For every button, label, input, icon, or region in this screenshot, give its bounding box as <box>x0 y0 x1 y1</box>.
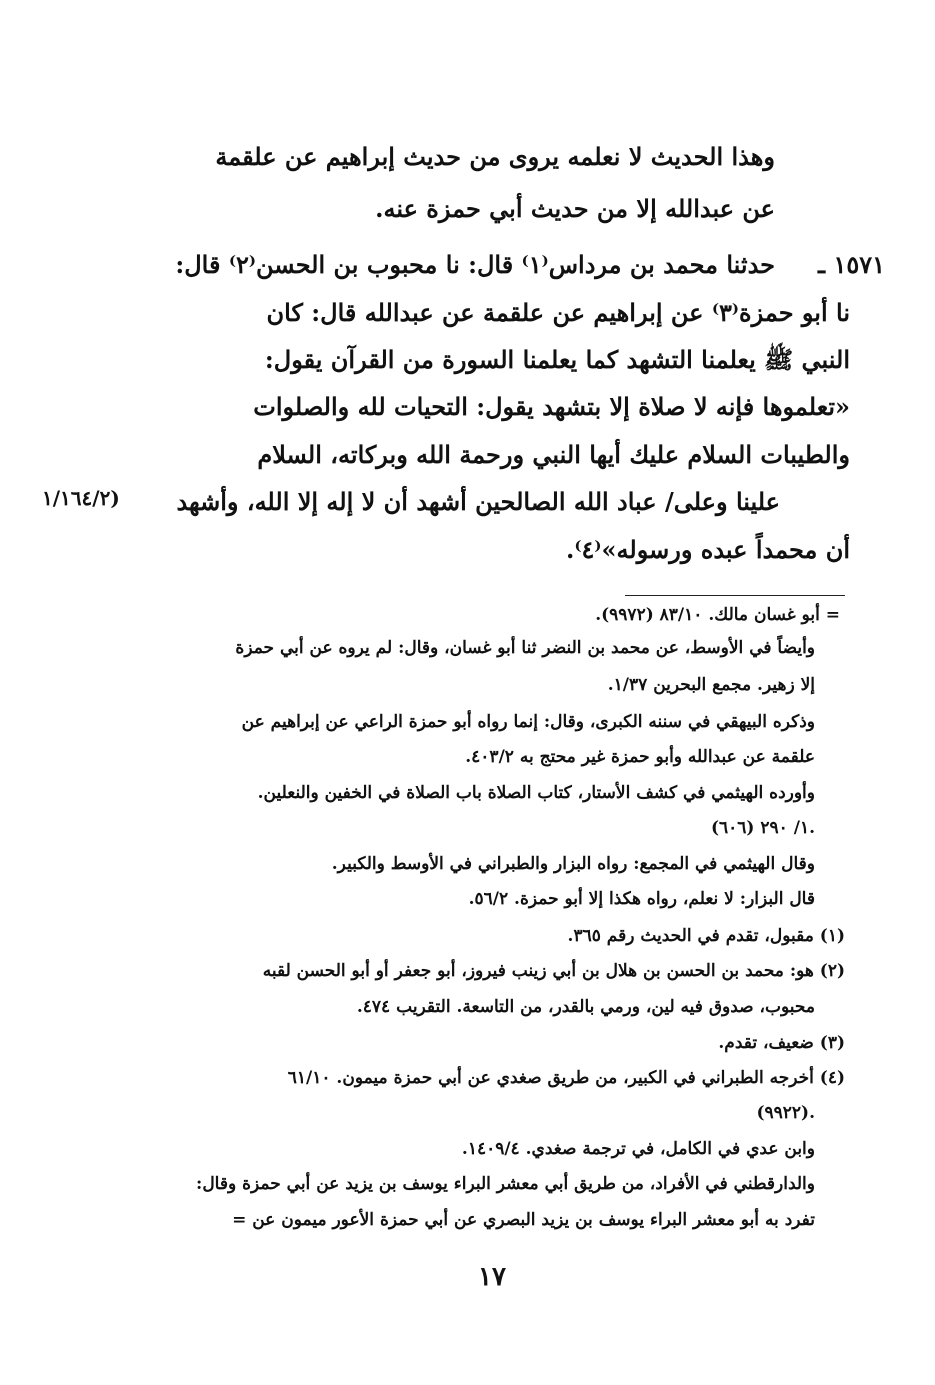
footnote-line-4: وذكره البيهقي في سننه الكبرى، وقال: إنما رواه أبو حمزة الراعي عن إبراهيم عن <box>241 712 815 732</box>
footnote-line-7: ١/ ٢٩٠ (٦٠٦). <box>710 818 815 838</box>
footnote-4-line-5: تفرد به أبو معشر البراء يوسف بن يزيد البصري عن أبي حمزة الأعور ميمون عن = <box>232 1210 815 1230</box>
footnote-4-continued: (٩٩٢٢). <box>756 1103 815 1123</box>
hadith-number: ١٥٧١ ـ <box>818 250 885 279</box>
footnote-separator <box>625 595 845 596</box>
footnote-1: (١) مقبول، تقدم في الحديث رقم ٣٦٥. <box>567 926 845 946</box>
footnote-line-9: قال البزار: لا نعلم، رواه هكذا إلا أبو حمزة. ٥٦/٢. <box>468 889 815 909</box>
intro-line-1: وهذا الحديث لا نعلمه يروى من حديث إبراهيم عن علقمة <box>215 142 775 171</box>
footnote-line-5: علقمة عن عبدالله وأبو حمزة غير محتج به ٤٠٣/٢. <box>465 747 815 767</box>
page-number: ١٧ <box>478 1262 506 1292</box>
footnote-line-1: = أبو غسان مالك. ٨٣/١٠ (٩٩٧٢). <box>595 605 840 625</box>
intro-line-2: عن عبدالله إلا من حديث أبي حمزة عنه. <box>375 194 775 223</box>
manuscript-reference: (١/١٦٤/٢ <box>42 486 120 510</box>
footnote-line-2: وأيضاً في الأوسط، عن محمد بن النضر ثنا أبو غسان، وقال: لم يروه عن أبي حمزة <box>235 638 815 658</box>
footnote-4-line-3: وابن عدي في الكامل، في ترجمة صغدي. ١٤٠٩/٤. <box>461 1139 815 1159</box>
footnote-3: (٣) ضعيف، تقدم. <box>718 1033 845 1053</box>
footnote-4: (٤) أخرجه الطبراني في الكبير، من طريق صغدي عن أبي حمزة ميمون. ٦١/١٠ <box>287 1068 845 1088</box>
footnote-4-line-4: والدارقطني في الأفراد، من طريق أبي معشر البراء يوسف بن يزيد عن أبي حمزة وقال: <box>196 1174 815 1194</box>
footnote-2: (٢) هو: محمد بن الحسن بن هلال بن أبي زينب فيروز، أبو جعفر أو أبو الحسن لقبه <box>262 961 845 981</box>
hadith-line-5: والطيبات السلام عليك أيها النبي ورحمة الله وبركاته، السلام <box>257 440 850 469</box>
hadith-line-3: النبي ﷺ يعلمنا التشهد كما يعلمنا السورة من القرآن يقول: <box>264 345 850 374</box>
hadith-line-6: علينا وعلى/ عباد الله الصالحين أشهد أن لا إله إلا الله، وأشهد <box>176 487 780 516</box>
hadith-line-1: حدثنا محمد بن مرداس⁽١⁾ قال: نا محبوب بن الحسن⁽٢⁾ قال: <box>175 250 775 279</box>
hadith-line-2: نا أبو حمزة⁽٣⁾ عن إبراهيم عن علقمة عن عبدالله قال: كان <box>266 298 850 327</box>
hadith-line-4: «تعلموها فإنه لا صلاة إلا بتشهد يقول: التحيات لله والصلوات <box>253 392 850 421</box>
hadith-line-7: أن محمداً عبده ورسوله»⁽٤⁾. <box>565 535 850 564</box>
footnote-line-8: وقال الهيثمي في المجمع: رواه البزار والطبراني في الأوسط والكبير. <box>331 854 815 874</box>
footnote-line-6: وأورده الهيثمي في كشف الأستار، كتاب الصلاة باب الصلاة في الخفين والنعلين. <box>257 783 815 803</box>
footnote-line-3: إلا زهير. مجمع البحرين ١/٣٧. <box>607 675 815 695</box>
footnote-2-continued: محبوب، صدوق فيه لين، ورمي بالقدر، من التاسعة. التقريب ٤٧٤. <box>356 997 815 1017</box>
